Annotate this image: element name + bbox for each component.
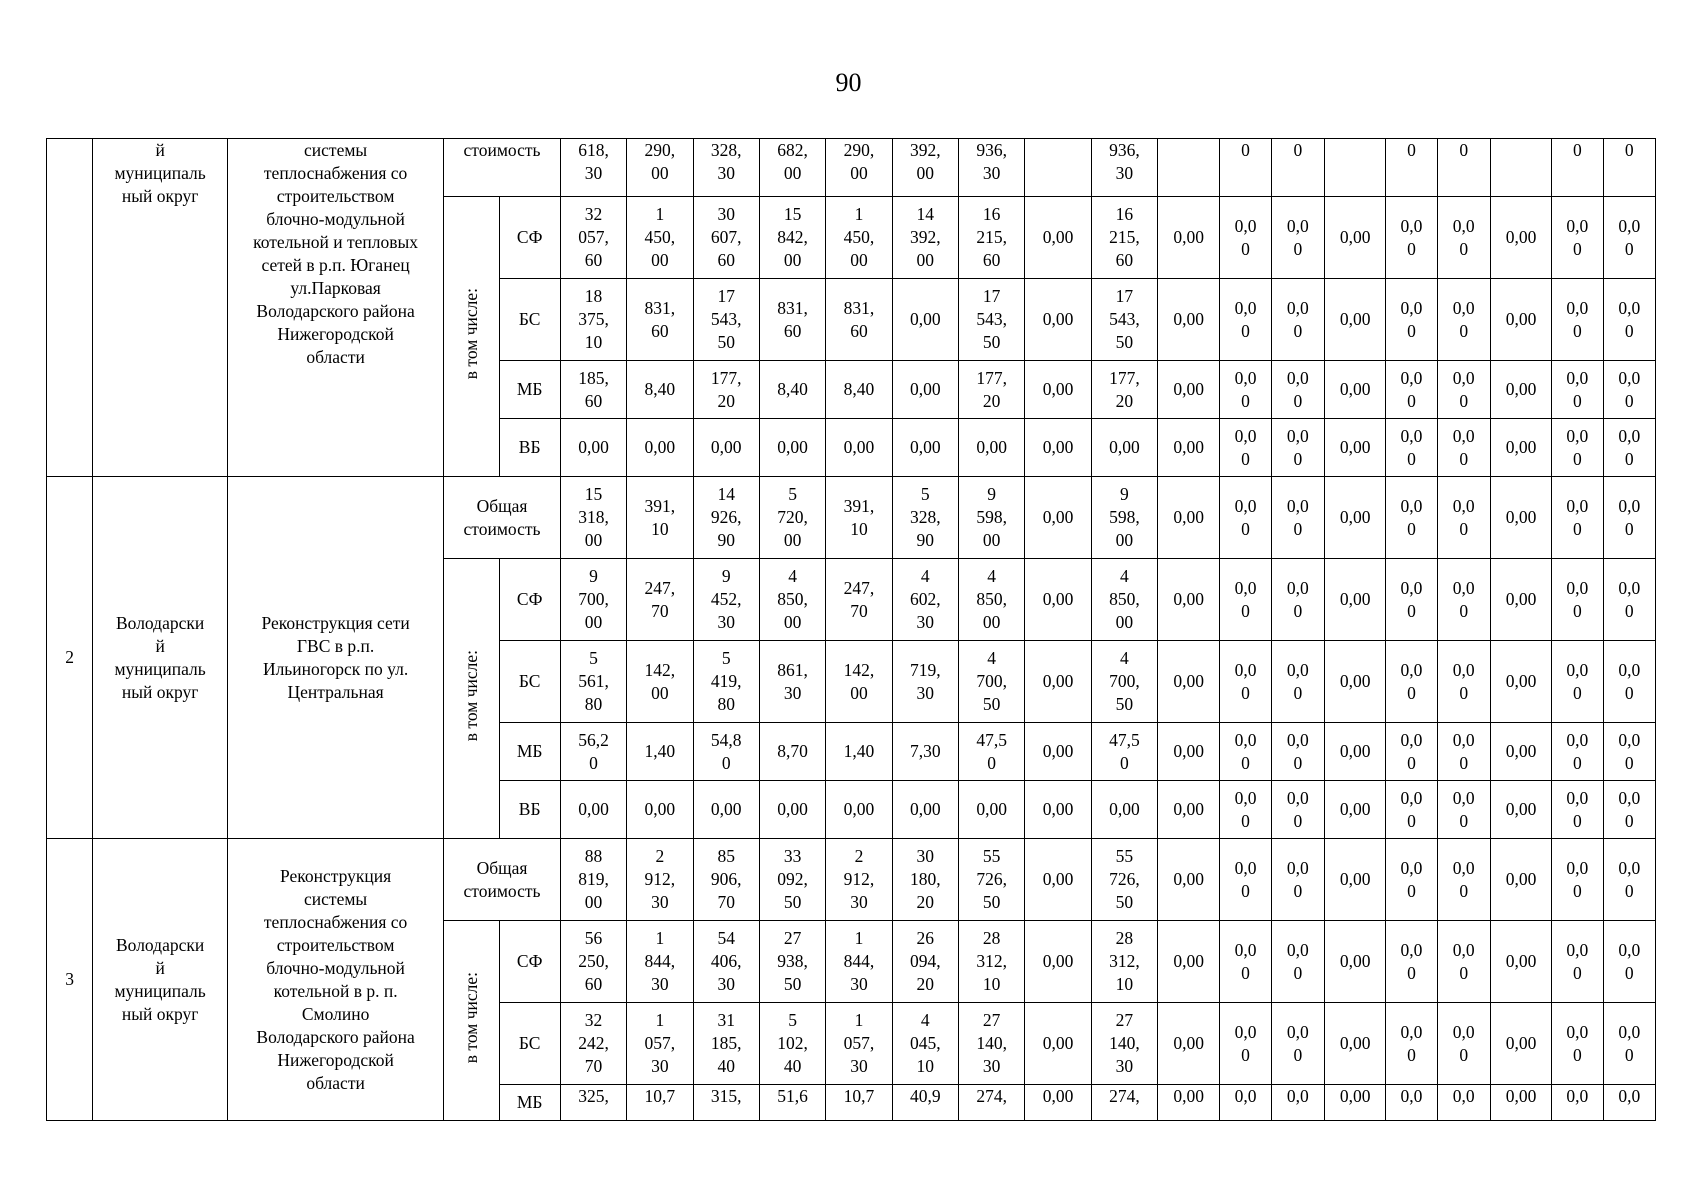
- funding-value-cell: 142, 00: [627, 641, 693, 723]
- total-cost-cell: 290, 00: [826, 139, 892, 197]
- funding-value-cell: 0,00: [1025, 781, 1091, 839]
- funding-value-cell: 831, 60: [826, 279, 892, 361]
- total-cost-cell: 0,0 0: [1603, 839, 1656, 921]
- including-caption-text: в том числе:: [460, 287, 481, 380]
- including-caption: [444, 197, 499, 477]
- including-caption: [444, 559, 499, 839]
- funding-value-cell: 0,00: [1158, 1003, 1220, 1085]
- funding-value-cell: 719, 30: [892, 641, 958, 723]
- total-cost-cell: 0: [1552, 139, 1603, 197]
- funding-source-label: БС: [499, 641, 560, 723]
- funding-value-cell: 0,00: [1490, 197, 1551, 279]
- funding-value-cell: 8,40: [759, 361, 825, 419]
- funding-value-cell: 0,00: [1324, 279, 1385, 361]
- funding-value-cell: 8,40: [627, 361, 693, 419]
- total-cost-cell: 30 180, 20: [892, 839, 958, 921]
- funding-value-cell: 0,0: [1552, 1085, 1603, 1121]
- funding-value-cell: 27 938, 50: [759, 921, 825, 1003]
- funding-value-cell: 0,0 0: [1437, 279, 1490, 361]
- funding-value-cell: 1 844, 30: [627, 921, 693, 1003]
- funding-value-cell: 0,00: [1025, 921, 1091, 1003]
- funding-value-cell: 0,0 0: [1437, 361, 1490, 419]
- total-cost-cell: 0: [1437, 139, 1490, 197]
- funding-source-label: ВБ: [499, 419, 560, 477]
- total-cost-cell: 391, 10: [826, 477, 892, 559]
- total-cost-cell: 0,0 0: [1271, 477, 1324, 559]
- total-cost-cell: 0: [1603, 139, 1656, 197]
- funding-value-cell: 1,40: [826, 723, 892, 781]
- funding-value-cell: 0,0: [1386, 1085, 1437, 1121]
- total-cost-cell: 0,0 0: [1552, 839, 1603, 921]
- total-cost-cell: 0,00: [1158, 839, 1220, 921]
- funding-value-cell: 0,00: [958, 419, 1024, 477]
- total-cost-cell: 9 598, 00: [958, 477, 1024, 559]
- funding-value-cell: 0,00: [1025, 1085, 1091, 1121]
- funding-value-cell: 15 842, 00: [759, 197, 825, 279]
- funding-value-cell: 4 850, 00: [958, 559, 1024, 641]
- funding-value-cell: 0,00: [1158, 723, 1220, 781]
- funding-value-cell: 0,00: [892, 279, 958, 361]
- funding-value-cell: 10,7: [627, 1085, 693, 1121]
- total-cost-cell: 85 906, 70: [693, 839, 759, 921]
- funding-value-cell: 0,00: [1490, 279, 1551, 361]
- funding-value-cell: 0,00: [1158, 559, 1220, 641]
- total-cost-cell: 0,0 0: [1220, 839, 1271, 921]
- funding-source-label: МБ: [499, 361, 560, 419]
- funding-value-cell: 4 850, 00: [759, 559, 825, 641]
- funding-value-cell: 0,00: [1324, 781, 1385, 839]
- total-cost-cell: 33 092, 50: [759, 839, 825, 921]
- funding-value-cell: 0,00: [693, 419, 759, 477]
- total-cost-cell: 0,00: [1324, 477, 1385, 559]
- funding-value-cell: 0,0 0: [1437, 559, 1490, 641]
- funding-value-cell: 0,0 0: [1386, 279, 1437, 361]
- funding-value-cell: 0,0 0: [1437, 723, 1490, 781]
- total-cost-cell: 0,00: [1490, 839, 1551, 921]
- block-total-row: [47, 477, 1656, 559]
- funding-value-cell: 27 140, 30: [958, 1003, 1024, 1085]
- funding-value-cell: 0,0 0: [1437, 197, 1490, 279]
- funding-value-cell: 0,00: [1490, 419, 1551, 477]
- funding-value-cell: 27 140, 30: [1091, 1003, 1157, 1085]
- funding-value-cell: 0,00: [1490, 921, 1551, 1003]
- total-cost-cell: 88 819, 00: [560, 839, 626, 921]
- funding-value-cell: 831, 60: [627, 279, 693, 361]
- funding-value-cell: 0,00: [1490, 361, 1551, 419]
- funding-source-label: СФ: [499, 921, 560, 1003]
- funding-value-cell: 5 419, 80: [693, 641, 759, 723]
- total-cost-cell: 0,00: [1158, 477, 1220, 559]
- total-cost-cell: 5 720, 00: [759, 477, 825, 559]
- row-number: 2: [47, 477, 93, 839]
- funding-value-cell: 0,0 0: [1220, 921, 1271, 1003]
- funding-value-cell: 0,0 0: [1220, 361, 1271, 419]
- funding-value-cell: 0,00: [1158, 781, 1220, 839]
- funding-value-cell: 0,00: [759, 419, 825, 477]
- funding-value-cell: 247, 70: [826, 559, 892, 641]
- funding-value-cell: 0,00: [1158, 279, 1220, 361]
- funding-value-cell: 0,0 0: [1220, 197, 1271, 279]
- total-cost-cell: 0,0 0: [1437, 477, 1490, 559]
- funding-value-cell: 0,00: [1158, 641, 1220, 723]
- total-cost-cell: 14 926, 90: [693, 477, 759, 559]
- row-number: 3: [47, 839, 93, 1121]
- project-name: Реконструкция системы теплоснабжения со строительством блочно-модульной котельной в р. п. Смолино Володарского района Нижегородской области: [228, 839, 444, 1121]
- funding-value-cell: 14 392, 00: [892, 197, 958, 279]
- funding-value-cell: 51,6: [759, 1085, 825, 1121]
- funding-value-cell: 0,00: [759, 781, 825, 839]
- total-cost-cell: 0,00: [1490, 477, 1551, 559]
- funding-value-cell: 0,00: [892, 419, 958, 477]
- funding-value-cell: 325,: [560, 1085, 626, 1121]
- district-name: й муниципаль ный округ: [93, 139, 228, 477]
- total-cost-cell: [1158, 139, 1220, 197]
- funding-value-cell: 247, 70: [627, 559, 693, 641]
- total-cost-cell: 0,00: [1025, 477, 1091, 559]
- total-cost-cell: 0,0 0: [1220, 477, 1271, 559]
- funding-value-cell: 0,0 0: [1271, 279, 1324, 361]
- total-cost-cell: 936, 30: [1091, 139, 1157, 197]
- total-cost-cell: [1025, 139, 1091, 197]
- funding-value-cell: 0,00: [892, 361, 958, 419]
- funding-value-cell: 177, 20: [693, 361, 759, 419]
- funding-value-cell: 0,0 0: [1603, 419, 1656, 477]
- funding-value-cell: 0,00: [1025, 361, 1091, 419]
- funding-value-cell: 0,0 0: [1603, 559, 1656, 641]
- funding-value-cell: 0,00: [1490, 641, 1551, 723]
- funding-value-cell: 0,00: [1025, 641, 1091, 723]
- total-cost-cell: 0,0 0: [1552, 477, 1603, 559]
- funding-value-cell: 1,40: [627, 723, 693, 781]
- funding-value-cell: 0,0 0: [1220, 559, 1271, 641]
- funding-value-cell: 0,00: [1490, 1003, 1551, 1085]
- total-cost-cell: 2 912, 30: [826, 839, 892, 921]
- funding-source-label: БС: [499, 279, 560, 361]
- including-caption: [444, 921, 499, 1121]
- funding-value-cell: 0,0 0: [1437, 641, 1490, 723]
- funding-value-cell: 142, 00: [826, 641, 892, 723]
- total-cost-cell: 0,0 0: [1386, 839, 1437, 921]
- total-cost-cell: 0,0 0: [1386, 477, 1437, 559]
- funding-value-cell: 315,: [693, 1085, 759, 1121]
- funding-value-cell: 0,0 0: [1437, 781, 1490, 839]
- funding-value-cell: 177, 20: [958, 361, 1024, 419]
- district-name: Володарски й муниципаль ный округ: [93, 477, 228, 839]
- funding-value-cell: 0,00: [1025, 1003, 1091, 1085]
- project-name: системы теплоснабжения со строительством блочно-модульной котельной и тепловых сетей в р.п. Юганец ул.Парковая Володарского района Нижегородской области: [228, 139, 444, 477]
- page-number: 90: [835, 68, 862, 97]
- funding-value-cell: 40,9: [892, 1085, 958, 1121]
- funding-value-cell: 831, 60: [759, 279, 825, 361]
- funding-value-cell: 0,0 0: [1552, 921, 1603, 1003]
- funding-value-cell: 0,0: [1220, 1085, 1271, 1121]
- total-cost-cell: 55 726, 50: [958, 839, 1024, 921]
- total-cost-cell: 391, 10: [627, 477, 693, 559]
- block-total-row: [47, 139, 1656, 197]
- total-cost-cell: 0,00: [1025, 839, 1091, 921]
- funding-value-cell: 0,00: [1490, 723, 1551, 781]
- funding-value-cell: 1 450, 00: [627, 197, 693, 279]
- funding-value-cell: 274,: [1091, 1085, 1157, 1121]
- funding-value-cell: 0,0 0: [1220, 723, 1271, 781]
- funding-value-cell: 0,0 0: [1386, 559, 1437, 641]
- funding-source-label: ВБ: [499, 781, 560, 839]
- funding-value-cell: 0,0 0: [1271, 723, 1324, 781]
- funding-value-cell: 0,0 0: [1220, 279, 1271, 361]
- funding-value-cell: 7,30: [892, 723, 958, 781]
- funding-value-cell: 17 543, 50: [693, 279, 759, 361]
- funding-value-cell: 0,00: [826, 781, 892, 839]
- funding-value-cell: 0,00: [892, 781, 958, 839]
- funding-value-cell: 28 312, 10: [1091, 921, 1157, 1003]
- funding-value-cell: 0,00: [1158, 197, 1220, 279]
- project-name: Реконструкция сети ГВС в р.п. Ильиногорск по ул. Центральная: [228, 477, 444, 839]
- funding-value-cell: 0,0 0: [1386, 419, 1437, 477]
- funding-value-cell: 0,00: [1091, 419, 1157, 477]
- funding-value-cell: 54,8 0: [693, 723, 759, 781]
- total-cost-label: стоимость: [444, 139, 561, 197]
- funding-value-cell: 18 375, 10: [560, 279, 626, 361]
- funding-value-cell: 4 700, 50: [958, 641, 1024, 723]
- funding-value-cell: 5 102, 40: [759, 1003, 825, 1085]
- funding-value-cell: 0,0 0: [1552, 559, 1603, 641]
- funding-value-cell: 8,70: [759, 723, 825, 781]
- funding-value-cell: 0,00: [560, 781, 626, 839]
- total-cost-cell: 392, 00: [892, 139, 958, 197]
- total-cost-cell: 0,0 0: [1271, 839, 1324, 921]
- funding-value-cell: 0,00: [1025, 723, 1091, 781]
- funding-value-cell: 0,00: [1324, 419, 1385, 477]
- total-cost-cell: 936, 30: [958, 139, 1024, 197]
- total-cost-cell: 682, 00: [759, 139, 825, 197]
- including-caption-text: в том числе:: [460, 971, 481, 1064]
- funding-value-cell: 32 057, 60: [560, 197, 626, 279]
- funding-value-cell: 0,00: [1324, 921, 1385, 1003]
- funding-value-cell: 9 452, 30: [693, 559, 759, 641]
- funding-value-cell: 0,0 0: [1271, 641, 1324, 723]
- funding-value-cell: 0,0 0: [1552, 197, 1603, 279]
- funding-value-cell: 0,0: [1603, 1085, 1656, 1121]
- funding-value-cell: 31 185, 40: [693, 1003, 759, 1085]
- funding-value-cell: 4 602, 30: [892, 559, 958, 641]
- funding-value-cell: 0,00: [1324, 361, 1385, 419]
- funding-value-cell: 30 607, 60: [693, 197, 759, 279]
- block-total-row: [47, 839, 1656, 921]
- funding-value-cell: 0,0 0: [1220, 781, 1271, 839]
- funding-value-cell: 0,00: [1324, 1085, 1385, 1121]
- funding-value-cell: 0,0 0: [1271, 1003, 1324, 1085]
- funding-value-cell: 0,0 0: [1437, 921, 1490, 1003]
- funding-value-cell: 54 406, 30: [693, 921, 759, 1003]
- funding-value-cell: 0,00: [560, 419, 626, 477]
- funding-value-cell: 28 312, 10: [958, 921, 1024, 1003]
- funding-value-cell: 47,5 0: [1091, 723, 1157, 781]
- funding-value-cell: 1 844, 30: [826, 921, 892, 1003]
- total-cost-cell: 0,00: [1324, 839, 1385, 921]
- funding-value-cell: 0,0 0: [1386, 641, 1437, 723]
- funding-value-cell: 1 057, 30: [627, 1003, 693, 1085]
- total-cost-cell: [1490, 139, 1551, 197]
- funding-value-cell: 5 561, 80: [560, 641, 626, 723]
- total-cost-cell: 5 328, 90: [892, 477, 958, 559]
- total-cost-cell: 618, 30: [560, 139, 626, 197]
- total-cost-cell: 55 726, 50: [1091, 839, 1157, 921]
- funding-value-cell: 0,00: [1324, 723, 1385, 781]
- funding-value-cell: 0,0 0: [1271, 559, 1324, 641]
- funding-value-cell: 0,00: [1158, 419, 1220, 477]
- funding-value-cell: 16 215, 60: [958, 197, 1024, 279]
- funding-value-cell: 47,5 0: [958, 723, 1024, 781]
- funding-value-cell: 177, 20: [1091, 361, 1157, 419]
- funding-value-cell: 0,0: [1437, 1085, 1490, 1121]
- funding-value-cell: 0,0 0: [1552, 723, 1603, 781]
- funding-value-cell: 0,0 0: [1603, 641, 1656, 723]
- funding-value-cell: 4 700, 50: [1091, 641, 1157, 723]
- total-cost-cell: 15 318, 00: [560, 477, 626, 559]
- funding-value-cell: 0,00: [826, 419, 892, 477]
- district-name: Володарски й муниципаль ный округ: [93, 839, 228, 1121]
- funding-value-cell: 0,00: [1025, 197, 1091, 279]
- funding-value-cell: 0,00: [1324, 641, 1385, 723]
- funding-value-cell: 0,0 0: [1552, 419, 1603, 477]
- funding-value-cell: 0,00: [1091, 781, 1157, 839]
- total-cost-cell: 290, 00: [627, 139, 693, 197]
- funding-value-cell: 0,0 0: [1271, 921, 1324, 1003]
- funding-value-cell: 0,0 0: [1603, 921, 1656, 1003]
- funding-source-label: МБ: [499, 1085, 560, 1121]
- total-cost-cell: 0: [1386, 139, 1437, 197]
- funding-value-cell: 0,0 0: [1220, 641, 1271, 723]
- funding-value-cell: 0,00: [1324, 197, 1385, 279]
- funding-value-cell: 0,0 0: [1552, 781, 1603, 839]
- funding-value-cell: 0,0 0: [1552, 1003, 1603, 1085]
- funding-value-cell: 17 543, 50: [958, 279, 1024, 361]
- total-cost-cell: 0: [1220, 139, 1271, 197]
- funding-value-cell: 1 450, 00: [826, 197, 892, 279]
- funding-value-cell: 0,0 0: [1271, 419, 1324, 477]
- funding-value-cell: 0,0 0: [1386, 723, 1437, 781]
- funding-value-cell: 0,00: [1158, 1085, 1220, 1121]
- funding-value-cell: 0,0 0: [1603, 279, 1656, 361]
- financing-table: [46, 138, 1656, 1121]
- funding-value-cell: 0,00: [1490, 1085, 1551, 1121]
- funding-value-cell: 0,00: [627, 781, 693, 839]
- funding-value-cell: 1 057, 30: [826, 1003, 892, 1085]
- funding-value-cell: 17 543, 50: [1091, 279, 1157, 361]
- funding-value-cell: 8,40: [826, 361, 892, 419]
- funding-value-cell: 26 094, 20: [892, 921, 958, 1003]
- funding-value-cell: 0,00: [1025, 279, 1091, 361]
- funding-source-label: БС: [499, 1003, 560, 1085]
- funding-value-cell: 0,00: [1324, 559, 1385, 641]
- funding-value-cell: 0,00: [1158, 921, 1220, 1003]
- funding-source-label: СФ: [499, 197, 560, 279]
- total-cost-label: Общая стоимость: [444, 839, 561, 921]
- total-cost-cell: 0: [1271, 139, 1324, 197]
- funding-value-cell: 0,0 0: [1552, 641, 1603, 723]
- funding-value-cell: 0,0 0: [1603, 197, 1656, 279]
- funding-value-cell: 0,0 0: [1220, 419, 1271, 477]
- funding-value-cell: 274,: [958, 1085, 1024, 1121]
- funding-value-cell: 0,0 0: [1220, 1003, 1271, 1085]
- total-cost-cell: 328, 30: [693, 139, 759, 197]
- total-cost-label: Общая стоимость: [444, 477, 561, 559]
- funding-value-cell: 56 250, 60: [560, 921, 626, 1003]
- funding-value-cell: 0,0 0: [1437, 419, 1490, 477]
- funding-value-cell: 16 215, 60: [1091, 197, 1157, 279]
- funding-value-cell: 0,00: [1490, 781, 1551, 839]
- funding-value-cell: 0,00: [627, 419, 693, 477]
- row-number: [47, 139, 93, 477]
- funding-value-cell: 0,00: [1324, 1003, 1385, 1085]
- total-cost-cell: [1324, 139, 1385, 197]
- total-cost-cell: 2 912, 30: [627, 839, 693, 921]
- funding-value-cell: 10,7: [826, 1085, 892, 1121]
- funding-value-cell: 32 242, 70: [560, 1003, 626, 1085]
- funding-value-cell: 0,00: [1158, 361, 1220, 419]
- funding-value-cell: 4 045, 10: [892, 1003, 958, 1085]
- funding-value-cell: 0,0 0: [1386, 1003, 1437, 1085]
- funding-value-cell: 0,0 0: [1271, 361, 1324, 419]
- funding-value-cell: 0,00: [693, 781, 759, 839]
- funding-value-cell: 0,0 0: [1552, 361, 1603, 419]
- funding-value-cell: 0,00: [958, 781, 1024, 839]
- funding-value-cell: 0,0 0: [1603, 723, 1656, 781]
- funding-value-cell: 0,0 0: [1603, 1003, 1656, 1085]
- funding-value-cell: 0,0 0: [1552, 279, 1603, 361]
- funding-value-cell: 0,0 0: [1386, 361, 1437, 419]
- funding-value-cell: 0,0 0: [1386, 921, 1437, 1003]
- funding-value-cell: 0,0 0: [1386, 781, 1437, 839]
- funding-value-cell: 861, 30: [759, 641, 825, 723]
- funding-source-label: МБ: [499, 723, 560, 781]
- funding-value-cell: 0,0 0: [1271, 781, 1324, 839]
- including-caption-text: в том числе:: [460, 649, 481, 742]
- funding-value-cell: 0,0 0: [1386, 197, 1437, 279]
- total-cost-cell: 9 598, 00: [1091, 477, 1157, 559]
- funding-value-cell: 0,00: [1025, 559, 1091, 641]
- funding-value-cell: 4 850, 00: [1091, 559, 1157, 641]
- funding-value-cell: 0,00: [1490, 559, 1551, 641]
- total-cost-cell: 0,0 0: [1603, 477, 1656, 559]
- funding-value-cell: 9 700, 00: [560, 559, 626, 641]
- funding-value-cell: 0,0 0: [1271, 197, 1324, 279]
- funding-value-cell: 56,2 0: [560, 723, 626, 781]
- funding-source-label: СФ: [499, 559, 560, 641]
- funding-value-cell: 0,0 0: [1437, 1003, 1490, 1085]
- funding-value-cell: 185, 60: [560, 361, 626, 419]
- funding-value-cell: 0,0: [1271, 1085, 1324, 1121]
- funding-value-cell: 0,00: [1025, 419, 1091, 477]
- total-cost-cell: 0,0 0: [1437, 839, 1490, 921]
- funding-value-cell: 0,0 0: [1603, 781, 1656, 839]
- funding-value-cell: 0,0 0: [1603, 361, 1656, 419]
